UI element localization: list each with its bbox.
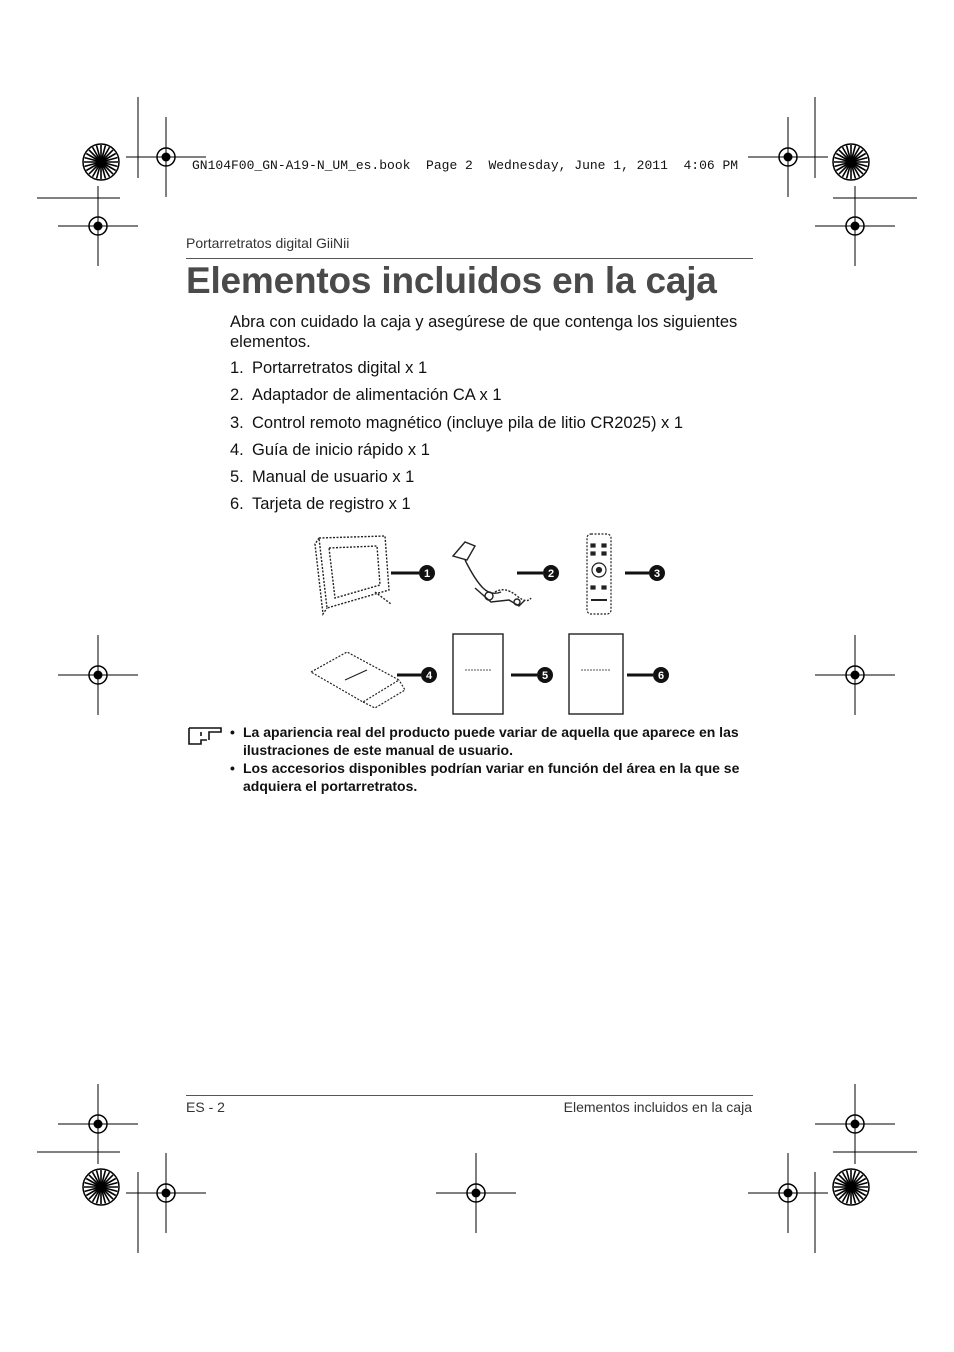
quick-guide-illustration	[311, 652, 405, 708]
svg-text:2: 2	[547, 568, 555, 580]
svg-text:4: 4	[425, 670, 433, 682]
notes-block	[230, 723, 755, 795]
note-item: • La apariencia real del producto puede variar de aquella que aparece en las ilustraciones de este manual de usuario.	[230, 724, 739, 758]
contents-figure	[305, 530, 685, 720]
page-number: ES - 2	[186, 1099, 225, 1115]
list-item: 6. Tarjeta de registro x 1	[230, 495, 411, 514]
registration-mark	[851, 222, 860, 231]
svg-text:3: 3	[653, 568, 661, 580]
list-item: 5. Manual de usuario x 1	[230, 468, 415, 487]
header-rule	[186, 258, 753, 259]
contents-list	[230, 358, 683, 522]
note-hand-icon	[187, 726, 223, 746]
print-slug: GN104F00_GN-A19-N_UM_es.book Page 2 Wednesday, June 1, 2011 4:06 PM	[192, 158, 739, 173]
manual-illustration	[453, 634, 503, 714]
note-item: • Los accesorios disponibles podrían variar en función del área en la que se adquiera el portarretratos.	[230, 760, 740, 794]
svg-text:6: 6	[657, 670, 665, 682]
registration-mark	[784, 153, 793, 162]
registration-mark	[784, 1189, 793, 1198]
registration-mark	[94, 671, 103, 680]
intro-paragraph: Abra con cuidado la caja y asegúrese de que contenga los siguientes elementos.	[230, 313, 738, 351]
list-item: 1. Portarretratos digital x 1	[230, 359, 428, 377]
registration-mark	[94, 222, 103, 231]
list-item: 3. Control remoto magnético (incluye pila de litio CR2025) x 1	[230, 413, 684, 432]
footer-section-title: Elementos incluidos en la caja	[563, 1099, 752, 1115]
registration-mark	[472, 1189, 481, 1198]
running-header: Portarretratos digital GiiNii	[186, 235, 350, 251]
list-item: 2. Adaptador de alimentación CA x 1	[230, 386, 502, 405]
section-title: Elementos incluidos en la caja	[186, 260, 717, 301]
registration-mark	[162, 153, 171, 162]
registration-mark	[94, 1120, 103, 1129]
registration-card-illustration	[569, 634, 623, 714]
list-item: 4. Guía de inicio rápido x 1	[230, 440, 430, 459]
svg-text:5: 5	[541, 670, 549, 682]
svg-text:1: 1	[423, 568, 431, 580]
footer-rule	[186, 1095, 753, 1096]
remote-illustration	[587, 534, 611, 614]
registration-mark	[162, 1189, 171, 1198]
registration-mark	[851, 1120, 860, 1129]
registration-mark	[851, 671, 860, 680]
frame-illustration	[315, 536, 391, 614]
